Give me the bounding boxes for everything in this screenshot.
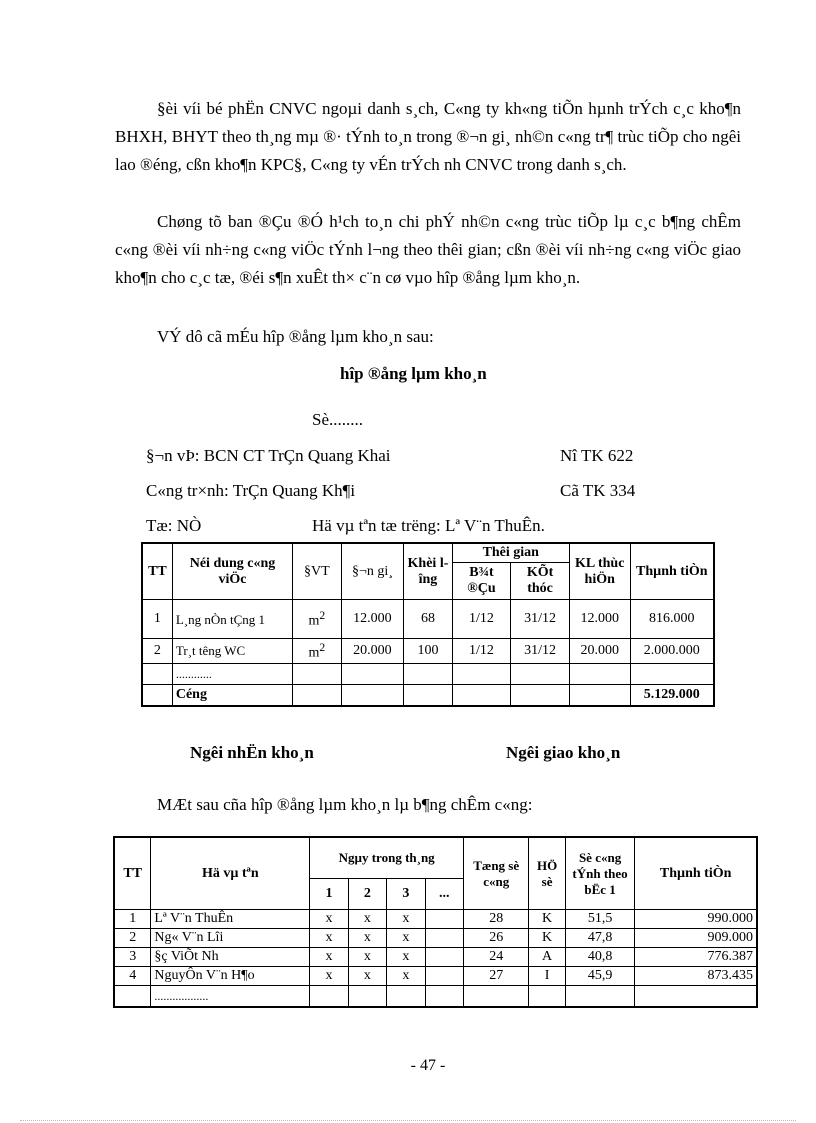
contract-title: hîp ®ång lµm kho¸n: [340, 364, 487, 383]
th-unit: §VT: [293, 543, 341, 600]
unit-cell: $m^2$: [293, 600, 341, 639]
table-row: 1 Lª V¨n ThuÊn x x x 28 K 51,5 990.000: [114, 910, 757, 929]
th-volume: Khèi lîng: [404, 543, 452, 600]
team-label: Tæ: NÒ: [146, 516, 202, 535]
table-row: 1 L¸ng nÒn tÇng 1 $m^2$ 12.000 68 1/12 31/12 12.000 816.000: [142, 600, 714, 639]
th2-tt: TT: [114, 837, 151, 910]
giver-signature: Ngêi giao kho¸n: [506, 743, 621, 762]
paragraph-1: §èi víi bé phËn CNVC ngoµi danh s¸ch, C«ng ty kh«ng tiÕn hµnh trÝch c¸c kho¶n BHXH, BHYT theo th¸ng mµ ®· tÝnh to¸n trong ®¬n gi¸ nh©n c«ng tr¶ trùc tiÕp cho ngêi lao ®éng, cßn kho¶n KPC§, C«ng ty vÉn trÝch nh CNVC trong danh s¸ch.: [115, 99, 741, 174]
paragraph-2: Chøng tõ ban ®Çu ®Ó h¹ch to¸n chi phÝ nh©n c«ng trùc tiÕp lµ c¸c b¶ng chÊm c«ng ®èi víi nh÷ng c«ng viÖc tÝnh l¬ng theo thêi gian; cßn ®èi víi nh÷ng c«ng viÖc giao kho¶n cho c¸c tæ, ®éi s¶n xuÊt th× c¨n cø vµo hîp ®ång lµm kho¸n.: [115, 212, 741, 287]
table-row: ..................: [114, 986, 757, 1008]
th2-d1: 1: [310, 879, 348, 910]
th-price: §¬n gi¸: [341, 543, 404, 600]
team-leader: Hä vµ tªn tæ trëng: Lª V¨n ThuÊn.: [312, 516, 545, 535]
th2-d3: 3: [387, 879, 425, 910]
table-row: 3 §ç ViÕt Nh x x x 24 A 40,8 776.387: [114, 948, 757, 967]
back-side-label: MÆt sau cña hîp ®ång lµm kho¸n lµ b¶ng chÊm c«ng:: [157, 795, 533, 814]
table-row: 4 NguyÔn V¨n H¶o x x x 27 I 45,9 873.435: [114, 967, 757, 986]
debit-account: Nî TK 622: [560, 446, 634, 465]
unit-cell: $m^2$: [293, 639, 341, 664]
example-intro: VÝ dô cã mÉu hîp ®ång lµm kho¸n sau:: [157, 327, 434, 346]
credit-account: Cã TK 334: [560, 481, 636, 500]
th-amount: Thµnh tiÒn: [630, 543, 714, 600]
total-amount: 5.129.000: [630, 685, 714, 707]
th-end: KÕt thóc: [511, 563, 570, 600]
table-row: 2 Tr¸t têng WC $m^2$ 20.000 100 1/12 31/12 20.000 2.000.000: [142, 639, 714, 664]
page-number: - 47 -: [410, 1057, 446, 1074]
total-label: Céng: [172, 685, 292, 707]
unit-label: §¬n vÞ: BCN CT TrÇn Quang Khai: [146, 446, 391, 465]
th2-name: Hä vµ tªn: [151, 837, 310, 910]
th2-coef: HÖ sè: [529, 837, 565, 910]
total-row: [142, 685, 714, 707]
table-row: ............: [142, 664, 714, 685]
timesheet-table: [113, 836, 758, 1008]
contract-number: Sè........: [312, 410, 363, 429]
th2-days: Ngµy trong th¸ng: [310, 837, 464, 879]
th2-amount: Thµnh tiÒn: [635, 837, 757, 910]
receiver-signature: Ngêi nhËn kho¸n: [190, 743, 314, 762]
th2-work: Sè c«ng tÝnh theo bËc 1: [565, 837, 635, 910]
th-actual: KL thùc hiÖn: [569, 543, 630, 600]
th2-total: Tæng sè c«ng: [463, 837, 528, 910]
contract-table: [141, 542, 715, 707]
project-label: C«ng tr×nh: TrÇn Quang Kh¶i: [146, 481, 356, 500]
th-time: Thêi gian: [452, 543, 569, 563]
table-row: 2 Ng« V¨n Lîi x x x 26 K 47,8 909.000: [114, 929, 757, 948]
th2-d2: 2: [348, 879, 386, 910]
th-start: B¾t ®Çu: [452, 563, 511, 600]
th2-dmore: ...: [425, 879, 463, 910]
footer-divider: [20, 1120, 796, 1121]
th-content: Néi dung c«ng viÖc: [172, 543, 292, 600]
th-tt: TT: [142, 543, 172, 600]
